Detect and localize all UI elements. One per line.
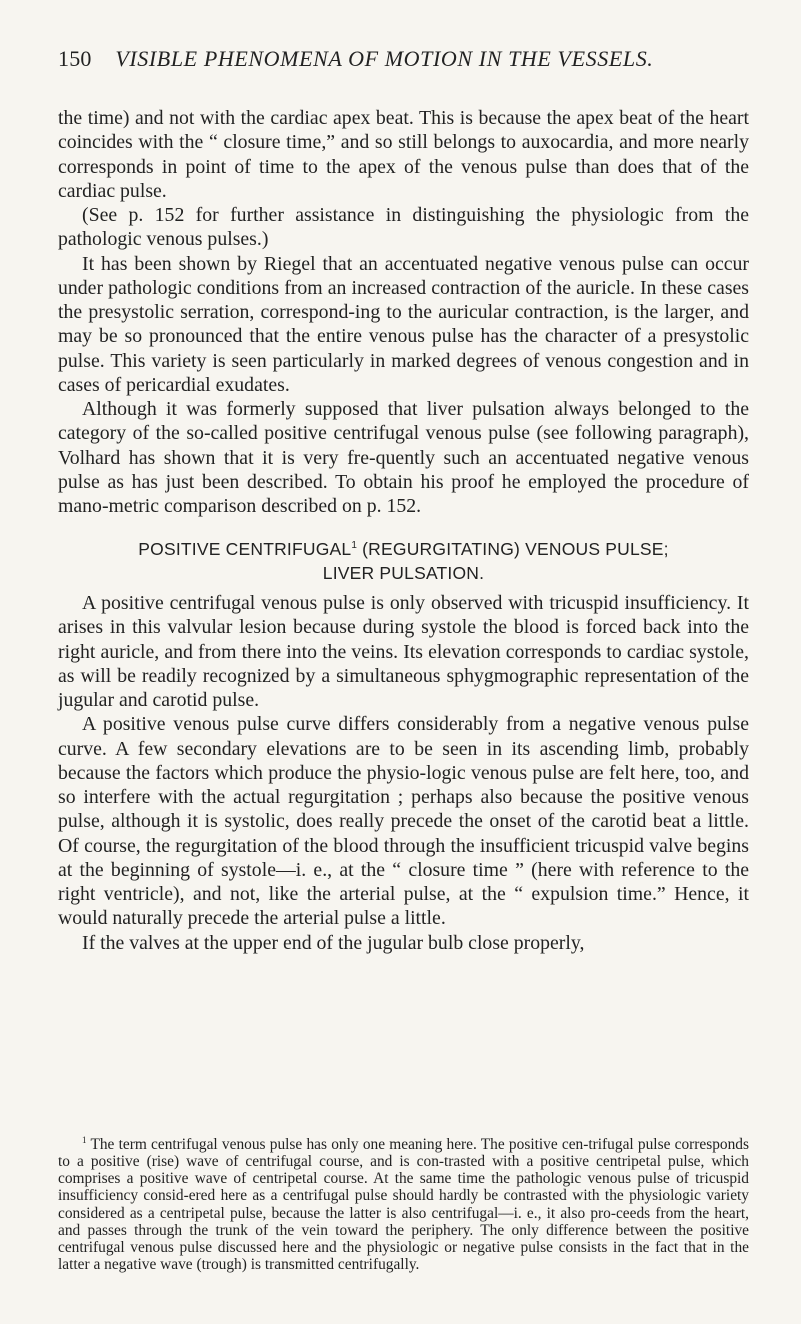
footnote-number: 1 [82, 1135, 87, 1145]
running-title: VISIBLE PHENOMENA OF MOTION IN THE VESSELS. [115, 46, 654, 71]
paragraph: A positive venous pulse curve differs considerably from a negative venous pulse curve. A few secondary elevations are to be seen in its ascending limb, probably because the factors which produce the physio-logic venous pulse are felt here, too, and so interfere with the actual regurgitation ; perhaps also because the positive venous pulse, although it is systolic, does really precede the onset of the carotid beat a little. Of course, the regurgitation of the blood through the insufficient tricuspid valve begins at the beginning of systole—i. e., at the “ closure time ” (here with reference to the right ventricle), and not, like the arterial pulse, at the “ expulsion time.” Hence, it would naturally precede the arterial pulse a little. [58, 713, 749, 930]
paragraph: (See p. 152 for further assistance in distinguishing the physiologic from the pathologic venous pulses.) [58, 204, 749, 251]
footnote-text: The term centrifugal venous pulse has only one meaning here. The positive cen-trifugal pulse corresponds to a positive (rise) wave of centrifugal course, and is con-trasted with a positive centripetal pulse, which comprises a positive wave of centripetal course. At the same time the pathologic venous pulse of tricuspid insufficiency consid-ered here as a centrifugal pulse should hardly be contrasted with the physiologic variety considered as a centripetal pulse, because the latter is also centrifugal—i. e., it also pro-ceeds from the heart, and passes through the trunk of the vein toward the periphery. The only difference between the positive centrifugal venous pulse discussed here and the physiologic or negative pulse consists in the fact that in the latter a negative wave (trough) is transmitted centrifugally. [58, 1136, 749, 1273]
body-text [58, 106, 749, 955]
section-heading-line-1: POSITIVE CENTRIFUGAL$^1$ (REGURGITATING) VENOUS PULSE; [138, 539, 669, 560]
footnotes [58, 1132, 749, 1273]
page-number: 150 [58, 46, 92, 71]
paragraph: the time) and not with the cardiac apex beat. This is because the apex beat of the heart coincides with the “ closure time,” and so still belongs to auxocardia, and more nearly corresponds in point of time to the apex of the venous pulse than does that of the cardiac pulse. [58, 107, 749, 202]
paragraph: Although it was formerly supposed that liver pulsation always belonged to the category of the so-called positive centrifugal venous pulse (see following paragraph), Volhard has shown that it is very fre-quently such an accentuated negative venous pulse as has just been described. To obtain his proof he employed the procedure of mano-metric comparison described on p. 152. [58, 398, 749, 517]
section-heading-line-2: LIVER PULSATION. [322, 563, 485, 584]
section-heading [58, 534, 749, 585]
footnote [58, 1132, 749, 1273]
footnote-marker: 1 [351, 540, 358, 552]
running-head [58, 46, 758, 72]
paragraph: It has been shown by Riegel that an accentuated negative venous pulse can occur under pathologic conditions from an increased contraction of the auricle. In these cases the presystolic serration, correspond-ing to the auricular contraction, is the larger, and may be so pronounced that the entire venous pulse has the character of a presystolic pulse. This variety is seen particularly in marked degrees of venous congestion and in cases of pericardial exudates. [58, 252, 749, 396]
paragraph: A positive centrifugal venous pulse is only observed with tricuspid insufficiency. It arises in this valvular lesion because during systole the blood is forced back into the right auricle, and from there into the veins. Its elevation corresponds to cardiac systole, as will be readily recognized by a simultaneous sphygmographic representation of the jugular and carotid pulse. [58, 592, 749, 712]
paragraph: If the valves at the upper end of the jugular bulb close properly, [82, 931, 585, 954]
